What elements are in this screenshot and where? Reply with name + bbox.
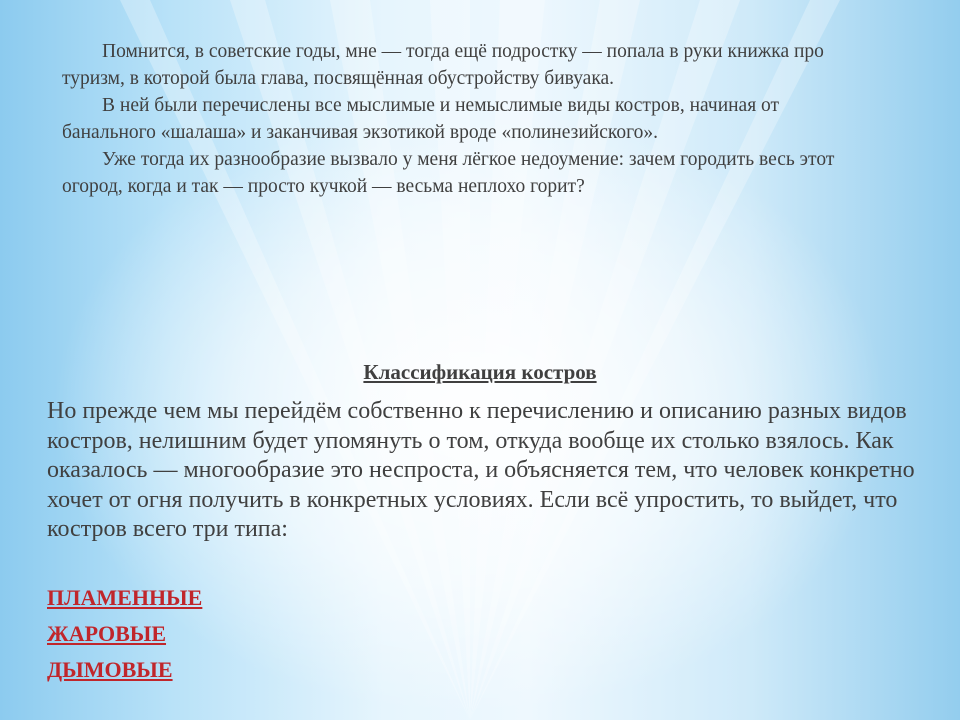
fire-type-link-heat[interactable]: ЖАРОВЫЕ <box>47 621 167 646</box>
fire-type-link-flame[interactable]: ПЛАМЕННЫЕ <box>47 585 203 610</box>
fire-type-link-smoke[interactable]: ДЫМОВЫЕ <box>47 657 173 682</box>
intro-paragraph-2: В ней были перечислены все мыслимые и немыслимые виды костров, начиная от банального «шалаша» и заканчивая экзотикой вроде «полинезийского». <box>62 95 780 143</box>
intro-text-block <box>62 38 862 200</box>
section-body-text: Но прежде чем мы перейдём собственно к перечислению и описанию разных видов костров, нелишним будет упомянуть о том, откуда вообще их столько взялось. Как оказалось — многообразие это неспроста, и объясняется тем, что человек конкретно хочет от огня получить в конкретных условиях. Если всё упростить, то выйдет, что костров всего три типа: <box>47 398 915 542</box>
fire-types-list <box>47 583 202 691</box>
section-heading: Классификация костров <box>363 360 597 384</box>
intro-paragraph-1: Помнится, в советские годы, мне — тогда ещё подростку — попала в руки книжка про туризм, в которой была глава, посвящённая обустройству бивуака. <box>62 41 824 89</box>
intro-paragraph-3: Уже тогда их разнообразие вызвало у меня лёгкое недоумение: зачем городить весь этот огород, когда и так — просто кучкой — весьма неплохо горит? <box>62 149 835 197</box>
